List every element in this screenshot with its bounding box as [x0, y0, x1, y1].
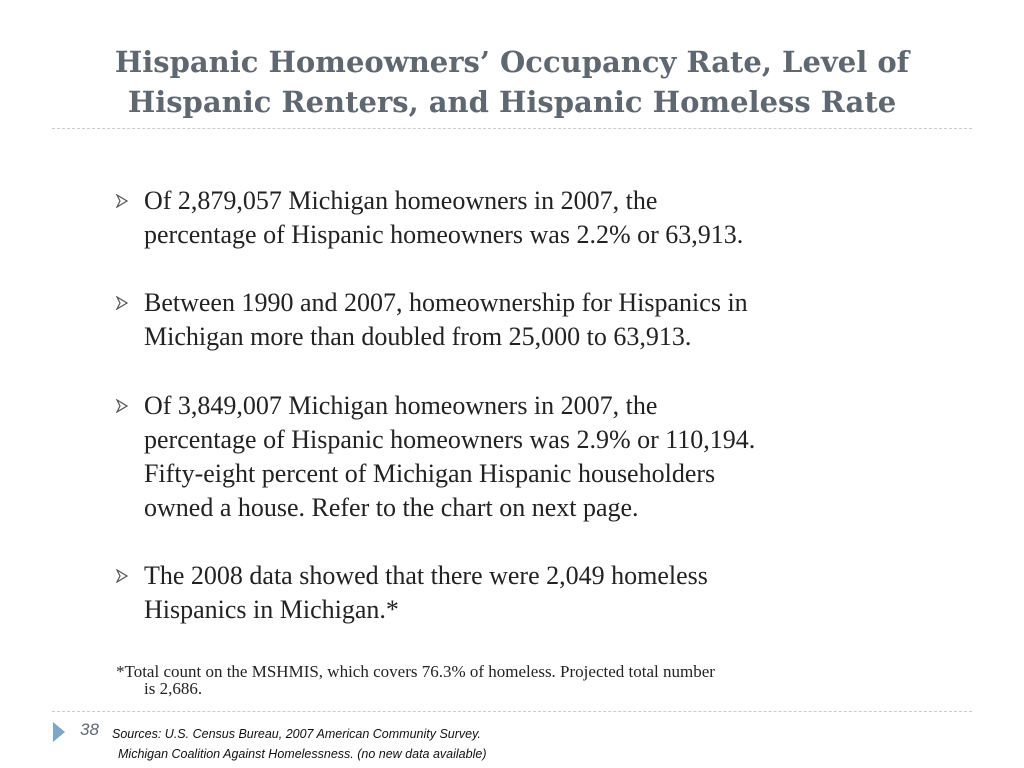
bullet-line: percentage of Hispanic homeowners was 2.9% or 110,194.	[144, 425, 756, 454]
bullet-line: Between 1990 and 2007, homeownership for Hispanics in	[144, 288, 748, 317]
title-line-2: Hispanic Renters, and Hispanic Homeless Rate	[127, 85, 897, 119]
sources-line-1: Sources: U.S. Census Bureau, 2007 American Community Survey.	[112, 727, 481, 741]
sources	[112, 724, 486, 764]
bullet-item	[144, 184, 974, 252]
arrow-bullet-icon	[115, 296, 129, 310]
title-line-1: Hispanic Homeowners’ Occupancy Rate, Level of	[114, 45, 910, 79]
play-arrow-icon	[52, 721, 66, 743]
bullet-line: Of 2,879,057 Michigan homeowners in 2007, the	[144, 186, 658, 215]
footnote-line-2: is 2,686.	[144, 679, 203, 698]
arrow-bullet-icon	[115, 569, 129, 583]
arrow-bullet-icon	[115, 399, 129, 413]
bullet-line: percentage of Hispanic homeowners was 2.2% or 63,913.	[144, 220, 744, 249]
sources-line-2: Michigan Coalition Against Homelessness. (no new data available)	[118, 747, 487, 761]
footnote	[116, 663, 976, 697]
footer-divider	[52, 711, 972, 712]
bullet-line: owned a house. Refer to the chart on next page.	[144, 493, 639, 522]
slide-title	[40, 42, 984, 122]
bullet-line: The 2008 data showed that there were 2,049 homeless	[144, 561, 708, 590]
title-divider	[52, 128, 972, 129]
bullet-item	[144, 389, 974, 525]
footnote-line-1: *Total count on the MSHMIS, which covers 76.3% of homeless. Projected total number	[116, 662, 715, 681]
page-number: 38	[80, 720, 99, 739]
bullet-item	[144, 559, 974, 627]
bullet-line: Michigan more than doubled from 25,000 to 63,913.	[144, 322, 692, 351]
bullet-item	[144, 286, 974, 354]
bullet-line: Of 3,849,007 Michigan homeowners in 2007, the	[144, 391, 658, 420]
bullet-line: Hispanics in Michigan.*	[144, 595, 399, 624]
bullet-line: Fifty-eight percent of Michigan Hispanic householders	[144, 459, 716, 488]
arrow-bullet-icon	[115, 194, 129, 208]
